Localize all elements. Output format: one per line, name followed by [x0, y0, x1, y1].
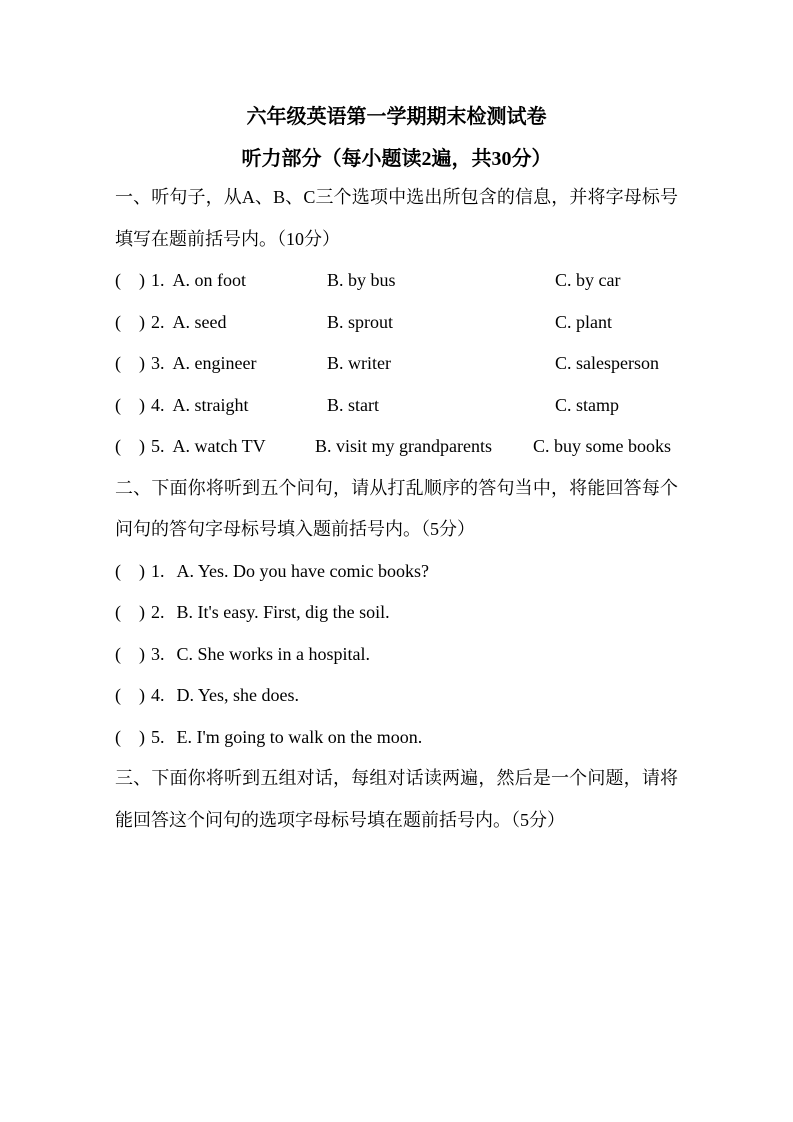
- question-number: 2.: [151, 602, 165, 622]
- question-number: 3.: [151, 353, 165, 373]
- answer-bracket: ( ): [115, 394, 145, 415]
- option-c: C. salesperson: [555, 353, 659, 373]
- option-c: C. by car: [555, 270, 621, 290]
- question-number: 3.: [151, 643, 165, 664]
- section-3-heading: 三、下面你将听到五组对话，每组对话读两遍，然后是一个问题，请将能回答这个问句的选项字母标号填在题前括号内。（5分）: [115, 768, 678, 830]
- option-b: B. writer: [327, 353, 391, 373]
- document-subtitle: 听力部分（每小题读2遍，共30分）: [241, 148, 552, 170]
- option-b: B. sprout: [327, 311, 394, 332]
- option-a: A. on foot: [172, 270, 246, 290]
- question-number: 2.: [151, 311, 165, 332]
- section1-question-row-4: [115, 385, 678, 427]
- answer-option: D. Yes, she does.: [176, 685, 300, 705]
- answer-option: E. I'm going to walk on the moon.: [176, 726, 423, 747]
- option-a: A. seed: [172, 311, 227, 332]
- question-number: 1.: [151, 560, 165, 581]
- option-c: C. buy some books: [533, 436, 672, 456]
- section1-question-row-1: [115, 260, 678, 302]
- question-number: 1.: [151, 270, 165, 290]
- answer-option: B. It's easy. First, dig the soil.: [176, 602, 390, 622]
- section-1-heading: 一、听句子，从A、B、C三个选项中选出所包含的信息，并将字母标号填写在题前括号内。（10分）: [115, 187, 678, 249]
- section2-question-row-2: [115, 592, 678, 634]
- section2-question-row-5: [115, 717, 678, 759]
- section2-question-row-4: [115, 675, 678, 717]
- question-cell: [115, 343, 327, 385]
- question-cell: [115, 302, 327, 344]
- answer-bracket: ( ): [115, 643, 145, 664]
- question-number: 4.: [151, 394, 165, 415]
- answer-bracket: ( ): [115, 602, 145, 622]
- question-number: 5.: [151, 436, 165, 456]
- question-cell: [115, 260, 327, 302]
- section1-question-row-3: [115, 343, 678, 385]
- section1-question-row-5: [115, 426, 678, 468]
- answer-bracket: ( ): [115, 311, 145, 332]
- section1-question-row-2: [115, 302, 678, 344]
- section-2-heading: 二、下面你将听到五个问句，请从打乱顺序的答句当中，将能回答每个问句的答句字母标号填入题前括号内。（5分）: [115, 477, 678, 539]
- option-a: A. engineer: [172, 353, 257, 373]
- section2-question-row-3: [115, 634, 678, 676]
- option-a: A. watch TV: [172, 436, 266, 456]
- question-number: 4.: [151, 685, 165, 705]
- answer-bracket: ( ): [115, 726, 145, 747]
- answer-bracket: ( ): [115, 436, 145, 456]
- document-title: 六年级英语第一学期期末检测试卷: [246, 106, 547, 128]
- answer-bracket: ( ): [115, 560, 145, 581]
- option-a: A. straight: [172, 394, 249, 415]
- answer-bracket: ( ): [115, 685, 145, 705]
- question-number: 5.: [151, 726, 165, 747]
- question-cell: [115, 426, 315, 468]
- section2-question-row-1: [115, 551, 678, 593]
- option-c: C. plant: [555, 311, 612, 332]
- option-c: C. stamp: [555, 394, 620, 415]
- question-cell: [115, 385, 327, 427]
- option-b: B. start: [327, 394, 379, 415]
- answer-option: C. She works in a hospital.: [176, 643, 370, 664]
- option-b: B. visit my grandparents: [315, 436, 492, 456]
- answer-option: A. Yes. Do you have comic books?: [176, 560, 429, 581]
- answer-bracket: ( ): [115, 353, 145, 373]
- option-b: B. by bus: [327, 270, 396, 290]
- answer-bracket: ( ): [115, 270, 145, 290]
